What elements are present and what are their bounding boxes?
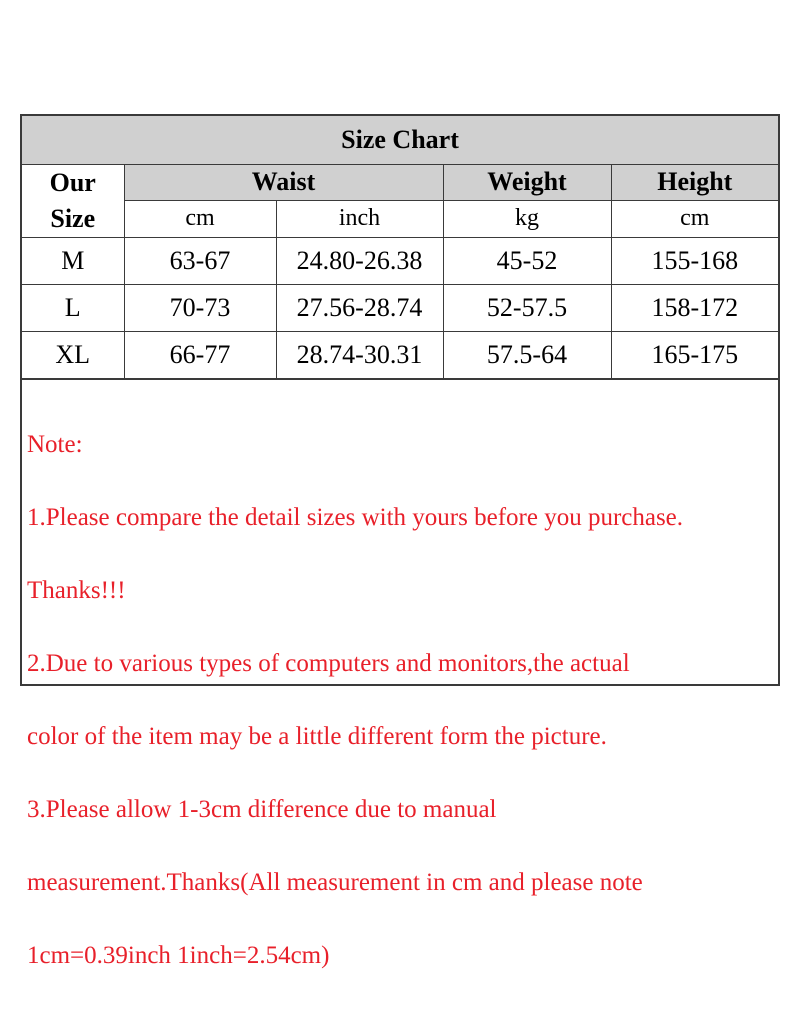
weight-cell: 45-52 — [443, 238, 611, 285]
waist-header: Waist — [124, 165, 443, 201]
note-heading: Note: — [27, 430, 83, 458]
note-line: Thanks!!! — [27, 576, 126, 604]
note-line: 3.Please allow 1-3cm difference due to manual — [27, 795, 497, 823]
note-line: 1.Please compare the detail sizes with yours before you purchase. — [27, 503, 684, 531]
weight-header: Weight — [443, 165, 611, 201]
waist-cm-cell: 70-73 — [124, 285, 276, 332]
table-row — [22, 238, 778, 285]
size-cell: L — [22, 285, 124, 332]
waist-inch-cell: 24.80-26.38 — [276, 238, 443, 285]
waist-cm-cell: 63-67 — [124, 238, 276, 285]
height-cell: 165-175 — [611, 332, 778, 379]
note-line: color of the item may be a little different form the picture. — [27, 722, 607, 750]
our-size-header — [22, 165, 124, 238]
weight-cell: 57.5-64 — [443, 332, 611, 379]
size-table — [22, 116, 778, 379]
size-cell: M — [22, 238, 124, 285]
waist-cm-unit: cm — [124, 200, 276, 237]
note-line: 2.Due to various types of computers and monitors,the actual — [27, 649, 630, 677]
waist-inch-unit: inch — [276, 200, 443, 237]
height-cell: 155-168 — [611, 238, 778, 285]
chart-title: Size Chart — [22, 116, 778, 165]
our-size-label: Our Size — [49, 168, 96, 233]
height-header: Height — [611, 165, 778, 201]
table-row — [22, 285, 778, 332]
weight-unit: kg — [443, 200, 611, 237]
waist-cm-cell: 66-77 — [124, 332, 276, 379]
notes-section — [22, 379, 778, 1011]
size-chart — [20, 114, 780, 969]
height-unit: cm — [611, 200, 778, 237]
weight-cell: 52-57.5 — [443, 285, 611, 332]
waist-inch-cell: 28.74-30.31 — [276, 332, 443, 379]
height-cell: 158-172 — [611, 285, 778, 332]
table-row — [22, 332, 778, 379]
note-line: 1cm=0.39inch 1inch=2.54cm) — [27, 941, 330, 969]
note-line: measurement.Thanks(All measurement in cm and please note — [27, 868, 643, 896]
size-cell: XL — [22, 332, 124, 379]
waist-inch-cell: 27.56-28.74 — [276, 285, 443, 332]
